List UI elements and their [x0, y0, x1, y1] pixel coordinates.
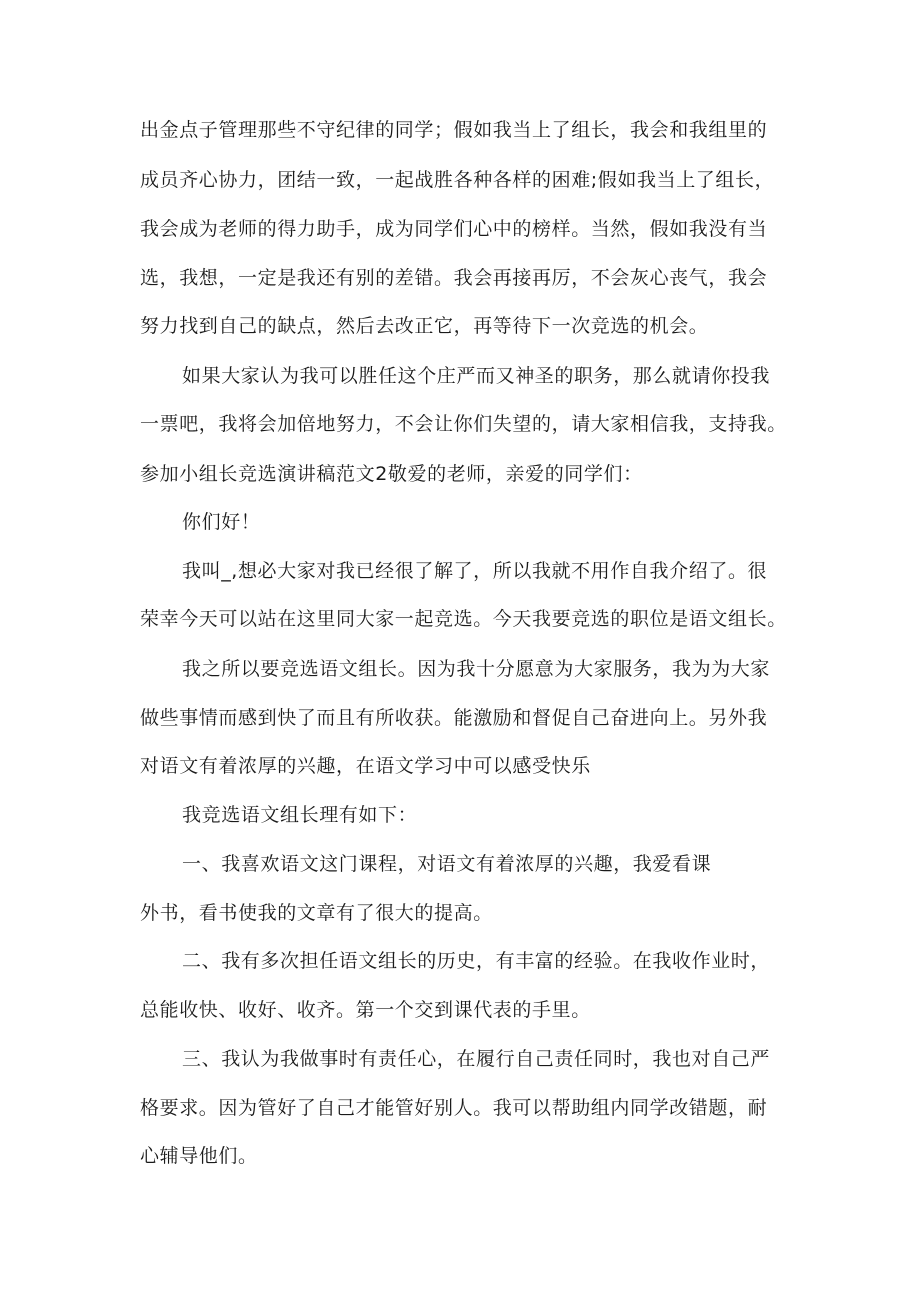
text-line: 我之所以要竞选语文组长。因为我十分愿意为大家服务，我为为大家	[182, 658, 771, 680]
text-line: 参加小组长竞选演讲稿范文2敬爱的老师，亲爱的同学们：	[140, 463, 643, 485]
text-line: 二、我有多次担任语文组长的历史，有丰富的经验。在我收作业时，	[182, 950, 771, 972]
text-line: 我叫_,想必大家对我已经很了解了，所以我就不用作自我介绍了。很	[182, 560, 768, 582]
text-line: 选，我想，一定是我还有别的差错。我会再接再厉，不会灰心丧气，我会	[140, 267, 768, 289]
text-line: 对语文有着浓厚的兴趣，在语文学习中可以感受快乐	[140, 755, 591, 777]
text-line: 如果大家认为我可以胜任这个庄严而又神圣的职务，那么就请你投我	[182, 365, 771, 387]
text-line: 外书，看书使我的文章有了很大的提高。	[140, 902, 493, 924]
text-line: 格要求。因为管好了自己才能管好别人。我可以帮助组内同学改错题，耐	[140, 1097, 768, 1119]
text-line: 成员齐心协力，团结一致，一起战胜各种各样的困难;假如我当上了组长，	[140, 169, 775, 191]
text-line: 我竞选语文组长理有如下：	[182, 804, 418, 826]
text-line: 我会成为老师的得力助手，成为同学们心中的榜样。当然，假如我没有当	[140, 218, 768, 240]
text-line: 心辅导他们。	[140, 1145, 258, 1167]
text-line: 荣幸今天可以站在这里同大家一起竞选。今天我要竞选的职位是语文组长。	[140, 608, 787, 630]
text-line: 努力找到自己的缺点，然后去改正它，再等待下一次竞选的机会。	[140, 315, 709, 337]
text-line: 三、我认为我做事时有责任心，在履行自己责任同时，我也对自己严	[182, 1048, 771, 1070]
text-line: 一、我喜欢语文这门课程，对语文有着浓厚的兴趣，我爱看课	[182, 853, 712, 875]
text-line: 总能收快、收好、收齐。第一个交到课代表的手里。	[140, 999, 591, 1021]
text-line: 一票吧，我将会加倍地努力，不会让你们失望的，请大家相信我，支持我。	[140, 413, 787, 435]
text-line: 出金点子管理那些不守纪律的同学；假如我当上了组长，我会和我组里的	[140, 119, 768, 141]
text-line: 做些事情而感到快了而且有所收获。能激励和督促自己奋进向上。另外我	[140, 707, 768, 729]
text-line: 你们好！	[182, 511, 261, 533]
